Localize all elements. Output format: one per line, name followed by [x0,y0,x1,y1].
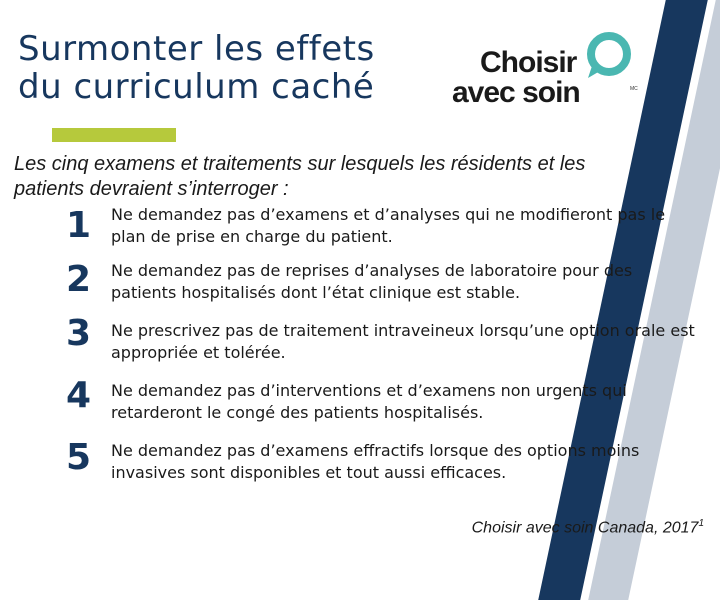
citation-superscript: 1 [698,518,704,529]
item-text: Ne demandez pas d’examens et d’analyses qui ne modifieront pas le plan de prise en charge du patient. [111,205,666,246]
item-number: 5 [66,437,92,478]
speech-bubble-ring-icon [582,30,634,82]
item-number: 1 [66,205,92,246]
item-text: Ne demandez pas d’examens effractifs lorsque des options moins invasives sont disponibles et tout aussi efficaces. [111,441,640,482]
item-text: Ne demandez pas de reprises d’analyses de laboratoire pour des patients hospitalisés dont l’état clinique est stable. [111,261,633,302]
citation [472,518,704,537]
logo-line-1: Choisir [480,46,577,79]
item-number: 3 [66,313,92,354]
item-text: Ne demandez pas d’interventions et d’examens non urgents qui retarderont le congé des patients hospitalisés. [111,381,627,422]
item-number: 2 [66,259,92,300]
trademark-mark: MC [630,86,638,92]
slide-title-line-1: Surmonter les effets [18,29,375,69]
intro-text: Les cinq examens et traitements sur lesquels les résidents et les patients devraient s’interroger : [14,153,586,200]
title-accent-bar [52,128,176,142]
logo-wordmark [452,48,580,108]
slide-title-line-2: du curriculum caché [18,67,375,107]
logo-line-2: avec soin [452,76,580,109]
citation-text: Choisir avec soin Canada, 2017 [471,519,699,537]
slide-title [18,30,375,106]
item-text: Ne prescrivez pas de traitement intraveineux lorsqu’une option orale est appropriée et tolérée. [111,321,695,362]
choisir-avec-soin-logo [452,30,642,110]
item-number: 4 [66,375,92,416]
